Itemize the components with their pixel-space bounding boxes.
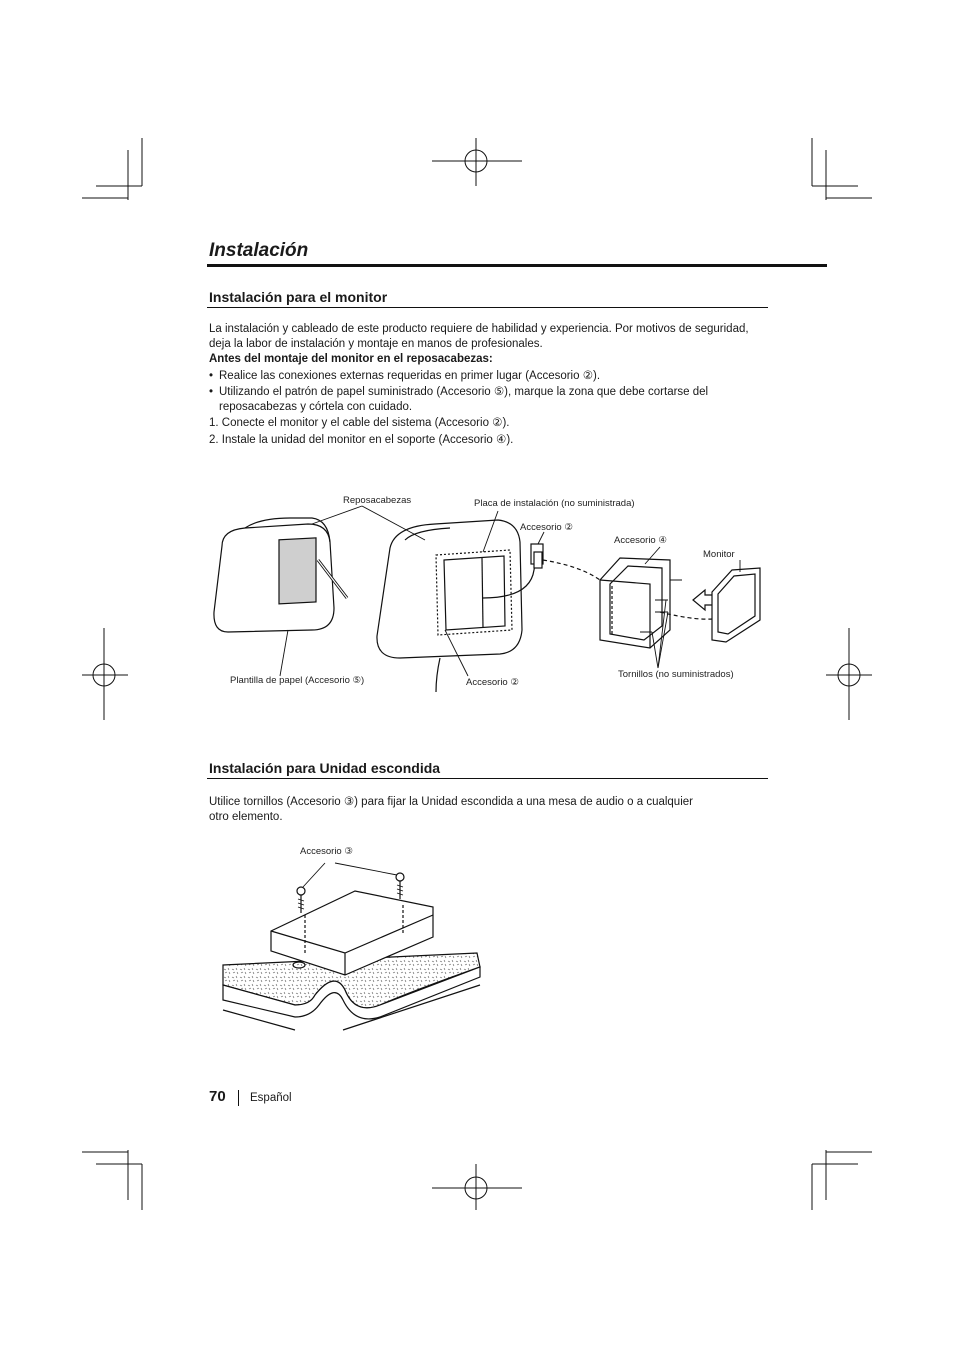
step-item: 2. Instale la unidad del monitor en el soporte (Accesorio ④). xyxy=(209,433,514,446)
bullet-icon: • xyxy=(209,369,214,382)
label-accessory-2-bottom: Accesorio ② xyxy=(466,677,519,688)
label-accessory-3: Accesorio ③ xyxy=(300,846,353,857)
section-rule xyxy=(207,778,768,779)
subheading: Antes del montaje del monitor en el reposacabezas: xyxy=(209,353,493,365)
language-label: Español xyxy=(250,1092,292,1104)
screw-icon xyxy=(297,887,305,913)
step-item: 1. Conecte el monitor y el cable del sistema (Accesorio ②). xyxy=(209,417,510,429)
bullet-icon: • xyxy=(209,386,214,398)
label-paper-template: Plantilla de papel (Accesorio ⑤) xyxy=(230,675,365,686)
list-item: • Realice las conexiones externas requeridas en primer lugar (Accesorio ②). xyxy=(209,369,601,382)
intro-paragraph: La instalación y cableado de este producto requiere de habilidad y experiencia. Por motivos de seguridad, deja la labor de instalación y montaje en manos de profesionales. xyxy=(209,323,749,350)
title-rule xyxy=(207,264,827,267)
label-accessory-4: Accesorio ④ xyxy=(614,535,667,546)
page-title: Instalación xyxy=(209,240,309,261)
label-plate: Placa de instalación (no suministrada) xyxy=(474,498,635,509)
hidden-unit-diagram xyxy=(215,855,495,1055)
section2-intro: Utilice tornillos (Accesorio ③) para fijar la Unidad escondida a una mesa de audio o a cualquier otro elemento. xyxy=(209,796,693,823)
list-item: • Utilizando el patrón de papel suministrado (Accesorio ⑤), marque la zona que debe cortarse del reposacabezas y córtela con cuidado. xyxy=(209,386,709,413)
section-heading-monitor: Instalación para el monitor xyxy=(209,289,388,305)
label-screws: Tornillos (no suministrados) xyxy=(618,669,734,680)
section1-body xyxy=(209,322,769,447)
monitor-illustration xyxy=(712,568,760,642)
section-heading-hidden-unit: Instalación para Unidad escondida xyxy=(209,760,441,776)
headrest-right-illustration xyxy=(377,520,522,658)
page-number: 70 xyxy=(209,1088,226,1105)
screw-icon xyxy=(396,873,404,899)
paper-template-illustration xyxy=(279,538,316,604)
label-accessory-2-top: Accesorio ② xyxy=(520,522,573,533)
label-headrest: Reposacabezas xyxy=(343,495,412,506)
footer-separator xyxy=(238,1090,239,1106)
label-monitor: Monitor xyxy=(703,549,735,560)
section-rule xyxy=(207,307,768,308)
